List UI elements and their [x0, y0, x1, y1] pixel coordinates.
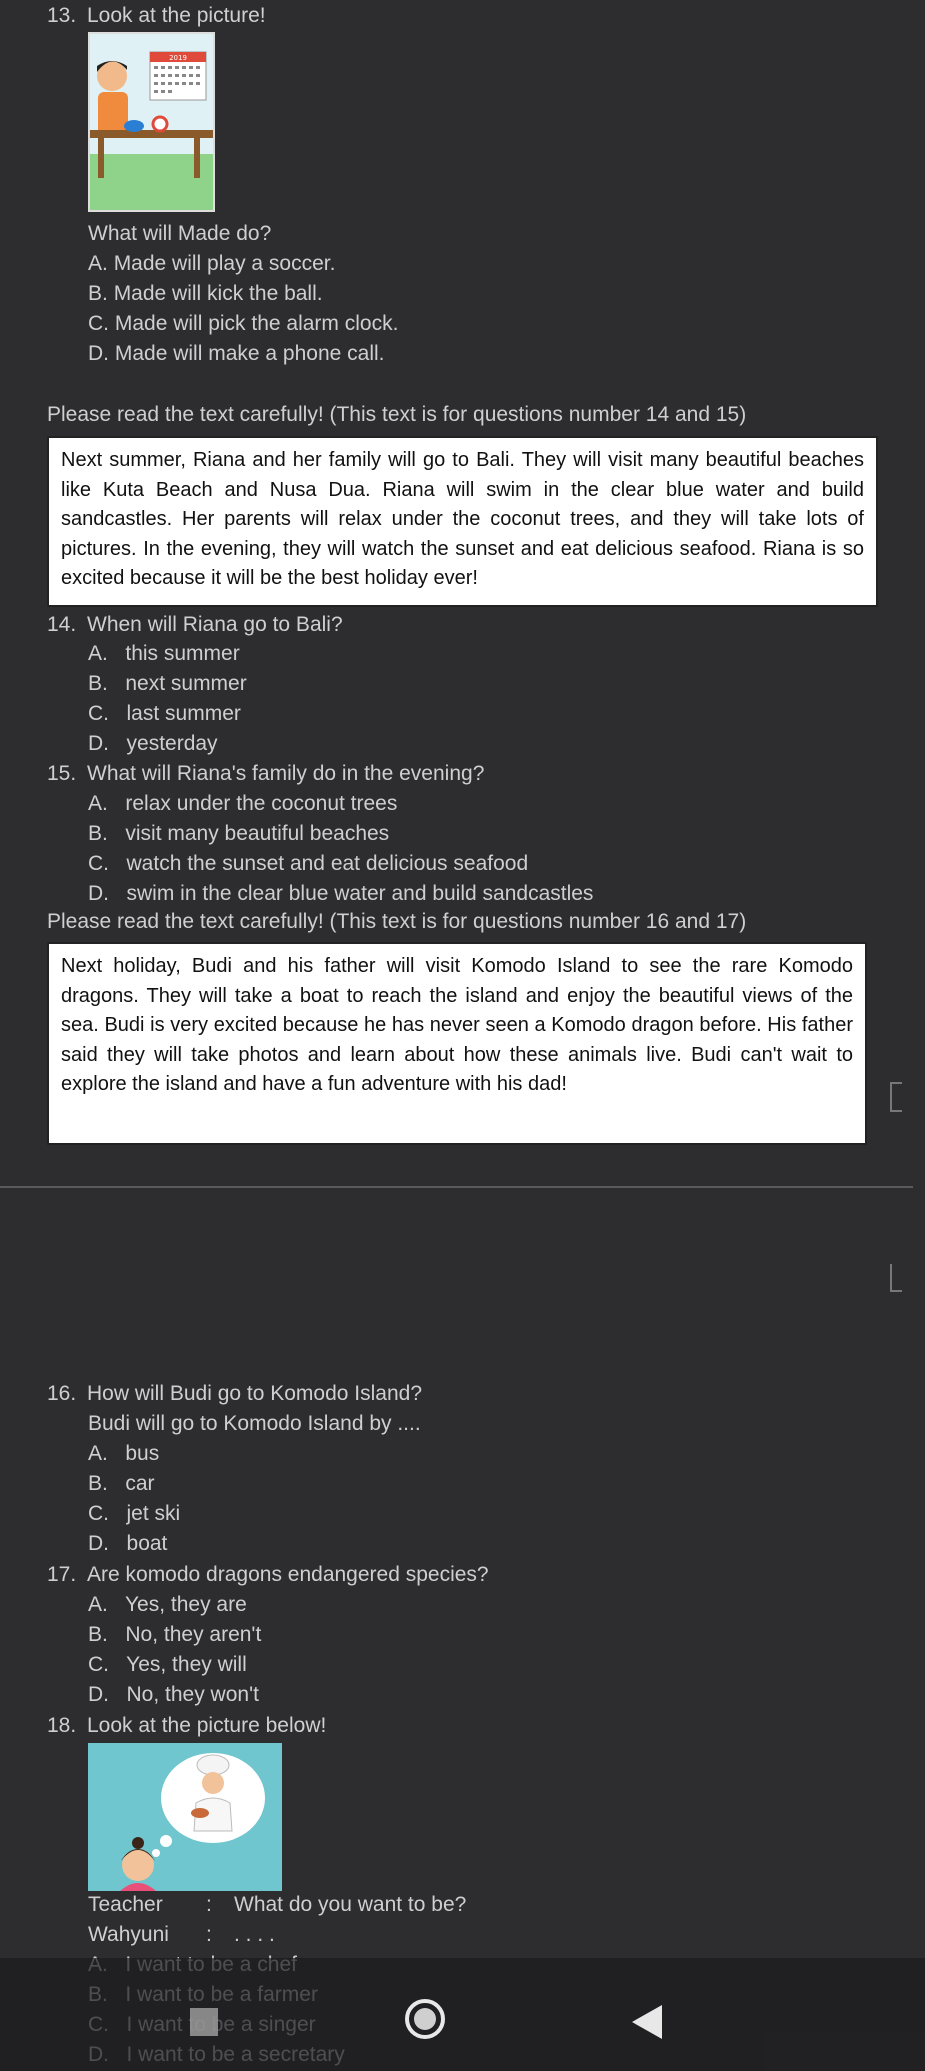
recents-overlay-icon[interactable] [190, 2008, 218, 2036]
q14-option-b[interactable] [88, 670, 247, 698]
option-letter: A. [88, 642, 108, 665]
q15-option-c[interactable] [88, 850, 528, 878]
option-letter: C. [88, 1502, 109, 1525]
passage1-intro: Please read the text carefully! (This text is for questions number 14 and 15) [47, 403, 747, 426]
q16-text: How will Budi go to Komodo Island? [87, 1382, 423, 1405]
q13-number: 13. [47, 4, 77, 27]
option-text: boat [126, 1532, 168, 1555]
home-icon[interactable] [405, 1999, 445, 2039]
dialog-speaker: Teacher [88, 1893, 163, 1916]
q13-heading [47, 2, 266, 30]
option-letter: A. [88, 1593, 108, 1616]
passage2-box: Next holiday, Budi and his father will visit Komodo Island to see the rare Komodo dragons. They will take a boat to reach the island and enjoy the beautiful views of the sea. Budi is very excited because he has never seen a Komodo dragon before. His father said they will take photos and learn about how these animals live. Budi can't wait to explore the island and have a fun adventure with his dad! [47, 942, 867, 1145]
option-text: watch the sunset and eat delicious seafood [126, 852, 529, 875]
q15-number: 15. [47, 762, 77, 785]
q15-heading [47, 760, 484, 788]
q13-question: What will Made do? [88, 222, 272, 245]
option-letter: C. [88, 852, 109, 875]
back-icon[interactable] [632, 2005, 662, 2039]
option-letter: B. [88, 1472, 108, 1495]
q18-picture [88, 1743, 282, 1891]
q13-picture [88, 32, 215, 212]
dialog-text: What do you want to be? [234, 1893, 467, 1916]
option-letter: D. [88, 1683, 109, 1706]
option-text: this summer [125, 642, 240, 665]
passage2-intro: Please read the text carefully! (This text is for questions number 16 and 17) [47, 910, 747, 933]
q16-option-d[interactable] [88, 1530, 167, 1558]
option-text: swim in the clear blue water and build sandcastles [126, 882, 594, 905]
option-text: No, they won't [126, 1683, 259, 1706]
page-corner-mark [890, 1082, 902, 1112]
q16-option-a[interactable] [88, 1440, 159, 1468]
q16-option-b[interactable] [88, 1470, 155, 1498]
option-text: visit many beautiful beaches [125, 822, 390, 845]
boy-phone-illustration [90, 34, 213, 210]
q17-number: 17. [47, 1563, 77, 1586]
option-letter: C. [88, 312, 109, 335]
dialog-line-teacher [88, 1891, 466, 1919]
option-letter: A. [88, 252, 108, 275]
option-letter: A. [88, 1442, 108, 1465]
q14-text: When will Riana go to Bali? [87, 613, 343, 636]
q15-option-a[interactable] [88, 790, 397, 818]
option-text: Made will pick the alarm clock. [114, 312, 399, 335]
q18-number: 18. [47, 1714, 77, 1737]
q15-text: What will Riana's family do in the evening? [87, 762, 485, 785]
q17-heading [47, 1561, 489, 1589]
option-text: bus [125, 1442, 160, 1465]
passage1-box: Next summer, Riana and her family will go to Bali. They will visit many beautiful beaches like Kuta Beach and Nusa Dua. Riana will swim in the clear blue water and build sandcastles. Her parents will relax under the coconut trees, and they will take lots of pictures. In the evening, they will watch the sunset and eat delicious seafood. Riana is so excited because it will be the best holiday ever! [47, 436, 878, 607]
q13-text: Look at the picture! [87, 4, 266, 27]
q17-text: Are komodo dragons endangered species? [87, 1563, 489, 1586]
q16-sub: Budi will go to Komodo Island by .... [88, 1412, 421, 1435]
option-text: jet ski [126, 1502, 181, 1525]
option-text: Made will play a soccer. [113, 252, 336, 275]
option-text: next summer [125, 672, 247, 695]
q18-text: Look at the picture below! [87, 1714, 327, 1737]
q17-option-b[interactable] [88, 1621, 261, 1649]
q14-option-a[interactable] [88, 640, 240, 668]
q15-option-b[interactable] [88, 820, 389, 848]
option-letter: D. [88, 342, 109, 365]
q15-option-d[interactable] [88, 880, 593, 908]
q14-option-d[interactable] [88, 730, 218, 758]
page-divider [0, 1186, 913, 1188]
q13-option-d[interactable] [88, 340, 384, 368]
q14-option-c[interactable] [88, 700, 241, 728]
option-text: last summer [126, 702, 241, 725]
option-text: relax under the coconut trees [125, 792, 398, 815]
option-text: car [125, 1472, 155, 1495]
option-letter: B. [88, 1623, 108, 1646]
option-text: Yes, they will [126, 1653, 247, 1676]
dialog-separator: : [206, 1893, 212, 1916]
option-letter: A. [88, 792, 108, 815]
option-letter: B. [88, 282, 108, 305]
q13-option-a[interactable] [88, 250, 335, 278]
option-letter: D. [88, 882, 109, 905]
dialog-separator: : [206, 1923, 212, 1946]
dialog-speaker: Wahyuni [88, 1923, 169, 1946]
option-text: Yes, they are [124, 1593, 247, 1616]
option-letter: D. [88, 1532, 109, 1555]
q17-option-a[interactable] [88, 1591, 247, 1619]
dialog-text: . . . . [234, 1923, 275, 1946]
option-letter: C. [88, 1653, 109, 1676]
system-navigation-bar [0, 1958, 925, 2071]
q14-heading [47, 611, 343, 639]
q13-option-b[interactable] [88, 280, 323, 308]
option-text: yesterday [126, 732, 218, 755]
q18-heading [47, 1712, 326, 1740]
q16-number: 16. [47, 1382, 77, 1405]
q16-option-c[interactable] [88, 1500, 180, 1528]
q13-option-c[interactable] [88, 310, 398, 338]
option-letter: B. [88, 672, 108, 695]
q17-option-c[interactable] [88, 1651, 247, 1679]
dialog-line-wahyuni [88, 1921, 275, 1949]
option-letter: B. [88, 822, 108, 845]
q17-option-d[interactable] [88, 1681, 259, 1709]
q16-heading [47, 1380, 422, 1408]
option-text: No, they aren't [125, 1623, 262, 1646]
option-letter: D. [88, 732, 109, 755]
option-letter: C. [88, 702, 109, 725]
girl-dreaming-chef-illustration [88, 1743, 282, 1891]
option-text: Made will make a phone call. [114, 342, 385, 365]
page-corner-mark [890, 1264, 902, 1292]
calendar-year: 2019 [169, 54, 187, 62]
q14-number: 14. [47, 613, 77, 636]
option-text: Made will kick the ball. [113, 282, 323, 305]
